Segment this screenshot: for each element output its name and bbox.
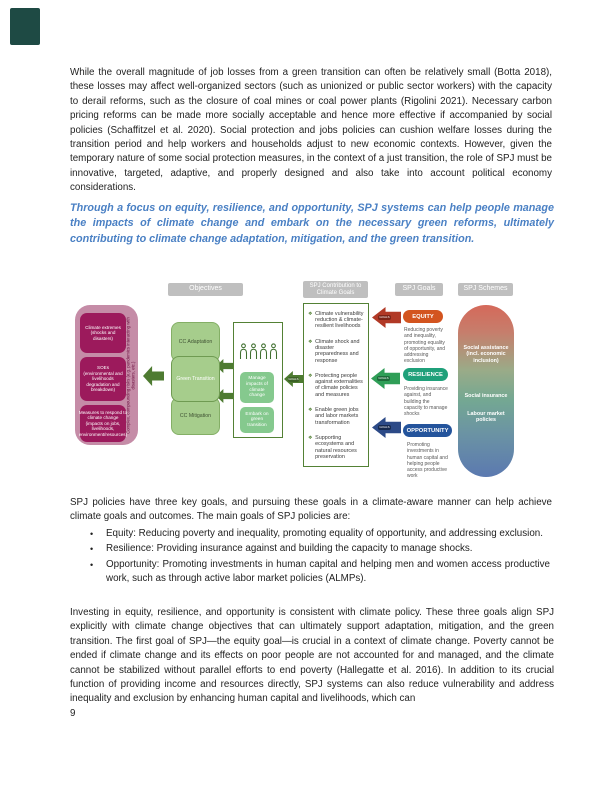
scheme-labour-market: Labour market policies bbox=[467, 411, 505, 424]
column-header-schemes: SPJ Schemes bbox=[458, 283, 513, 296]
diamond-bullet-icon: ❖ bbox=[308, 338, 313, 345]
contribution-item bbox=[308, 339, 365, 364]
contribution-item bbox=[308, 435, 365, 460]
objective-box-cc-mitigation: CC Mitigation bbox=[171, 397, 220, 435]
paragraph-investing: Investing in equity, resilience, and opportunity is consistent with climate policy. These three goals align SPJ explicitly with climate change objectives that can ultimately support adaptation, mitigation, and the green transition. The first goal of SPJ—the equity goal—is crucial in a context of climate change. Poverty cannot be ended if climate change and its effects on poor people are not accounted for and managed, and the climate cannot be stabilized without parallel efforts to end poverty (Hallegatte et al. 2016). In addition to its crucial function of providing income and resources directly, SPJ systems can also reduce vulnerability and address inequality and exclusion by enhancing human capital and livelihoods, which can bbox=[70, 607, 554, 705]
bullet-text-resilience: Resilience: Providing insurance against and building the capacity to manage shocks. bbox=[106, 543, 473, 555]
contribution-item bbox=[308, 407, 365, 426]
arrow-label: GOALS bbox=[379, 314, 390, 319]
contribution-item-text: Supporting ecosystems and natural resources preservation bbox=[315, 435, 357, 460]
goal-badge-opportunity: OPPORTUNITY bbox=[403, 424, 452, 437]
person-icon bbox=[239, 343, 248, 360]
people-icons-row bbox=[234, 343, 282, 360]
bullet-icon: • bbox=[90, 559, 94, 570]
contribution-item bbox=[308, 311, 365, 330]
spj-schemes-column bbox=[458, 305, 514, 477]
diamond-bullet-icon: ❖ bbox=[308, 407, 313, 414]
objective-box-green-transition: Green Transition bbox=[171, 356, 220, 402]
bullet-text-opportunity: Opportunity: Promoting investments in human capital and helping men and women access productive work, such as through active labor market policies (ALMPs). bbox=[106, 558, 550, 585]
contribution-item-text: Climate vulnerability reduction & climate-resilient livelihoods bbox=[315, 311, 364, 330]
list-item bbox=[88, 542, 550, 556]
bullet-text-equity: Equity: Reducing poverty and inequality, promoting equality of opportunity, and addressing exclusion. bbox=[106, 528, 543, 539]
person-icon bbox=[249, 343, 258, 360]
bullet-icon: • bbox=[90, 544, 94, 555]
list-item bbox=[88, 558, 550, 587]
column-header-goals: SPJ Goals bbox=[395, 283, 443, 296]
arrow-label: GOALS bbox=[378, 375, 389, 380]
goal-badge-resilience: RESILIENCE bbox=[403, 368, 448, 381]
goal-desc-opportunity: Promoting investments in human capital and helping people access productive work bbox=[407, 442, 448, 480]
goal-badge-equity: EQUITY bbox=[403, 310, 443, 323]
goals-bullet-list bbox=[88, 527, 550, 588]
risk-box-soes: SOEs (environmental and livelihoods degradation and breakdown) bbox=[80, 357, 126, 401]
contribution-item bbox=[308, 373, 365, 398]
contribution-item-text: Climate shock and disaster preparedness and response bbox=[315, 338, 360, 364]
diamond-bullet-icon: ❖ bbox=[308, 435, 313, 442]
column-header-contribution: SPJ Contribution to Climate Goals bbox=[303, 281, 368, 298]
arrow-label: GOALS bbox=[288, 376, 299, 381]
list-item bbox=[88, 527, 550, 541]
arrow-label: GOALS bbox=[379, 424, 390, 429]
person-icon bbox=[259, 343, 268, 360]
left-arrow-icon bbox=[143, 366, 164, 386]
contribution-item-text: Enable green jobs and labor markets transformation bbox=[315, 407, 359, 426]
goal-desc-resilience: Providing insurance against, and building the capacity to manage shocks bbox=[404, 386, 448, 418]
climate-risks-container bbox=[75, 305, 138, 445]
people-action-embark: Embark on green transition bbox=[240, 407, 274, 433]
paragraph-intro: While the overall magnitude of job losses from a green transition can often be relatively small (Botta 2018), these losses may affect well-organized sectors (such as unionized or public sector workers) with the capacity to derail reforms, such as the closure of coal mines or coal power plants (Rigolini 2021). Necessary carbon pricing reforms can be made more socially acceptable and hence more effective if accompanied by social policies (Schaffitzel et al. 2020). Social protection and jobs policies can cushion welfare losses during the transition period and help workers and households adjust to new economic contexts. However, given the temporary nature of some social protection measures, in the context of a just transition, the role of SPJ must be innovative, targeted, adaptive, and properly designed and also take into account political economy considerations. bbox=[70, 67, 552, 194]
goal-desc-equity: Reducing poverty and inequality, promoting equality of opportunity, and addressing exclusion bbox=[404, 327, 446, 365]
people-action-manage: Manage impacts of climate change bbox=[240, 372, 274, 403]
scheme-social-assistance: Social assistance (incl. economic inclusion) bbox=[463, 345, 509, 364]
objective-box-cc-adaptation: CC Adaptation bbox=[171, 322, 220, 362]
diamond-bullet-icon: ❖ bbox=[308, 373, 313, 380]
person-icon bbox=[269, 343, 278, 360]
paragraph-goals-intro: SPJ policies have three key goals, and pursuing these goals in a climate-aware manner can help achieve climate goals and outcomes. The main goals of SPJ policies are: bbox=[70, 497, 552, 523]
people-box bbox=[233, 322, 283, 438]
contribution-item-text: Protecting people against externalities of climate policies and measures bbox=[315, 373, 363, 398]
column-header-objectives: Objectives bbox=[168, 283, 243, 296]
scheme-social-insurance: Social insurance bbox=[464, 393, 508, 399]
bullet-icon: • bbox=[90, 529, 94, 539]
page-number: 9 bbox=[70, 708, 76, 719]
spj-contribution-box bbox=[303, 303, 369, 467]
risk-box-measures: Measures to respond to climate change (impacts on jobs, livelihoods, environment/resources) bbox=[80, 405, 126, 442]
diamond-bullet-icon: ❖ bbox=[308, 311, 313, 317]
paragraph-lead-quote: Through a focus on equity, resilience, and opportunity, SPJ systems can help people manage the impacts of climate change and embark on the necessary green reforms, ultimately contributing to climate change adaptation, mitigation, and the green transition. bbox=[70, 202, 554, 245]
risks-side-note: Complex, compounding risks (e.g. pandemics interacting with disasters, etc.) bbox=[125, 317, 136, 434]
risk-box-climate-extremes: Climate extremes (shocks and disasters) bbox=[80, 313, 126, 353]
